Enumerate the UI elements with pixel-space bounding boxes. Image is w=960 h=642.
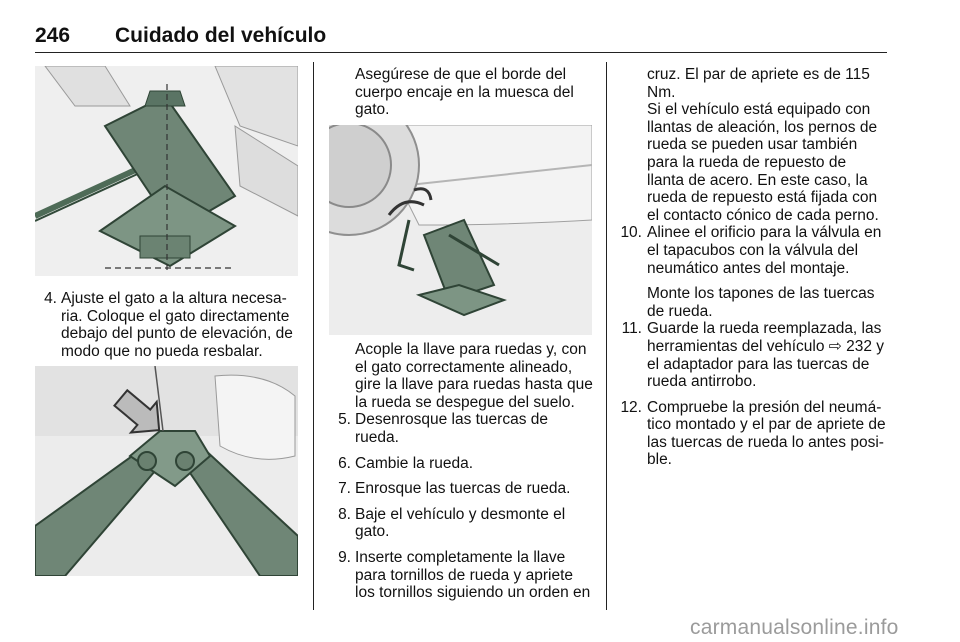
step-text: Cambie la rueda. xyxy=(355,454,474,472)
step-text: Ajuste el gato a la altura necesaria. Coloque el gato directamente debajo del punto de elevación, de modo que no pueda resbalar. xyxy=(61,290,293,360)
column-divider xyxy=(606,62,607,610)
column-2 xyxy=(329,341,594,610)
instruction-step xyxy=(329,549,594,602)
step-number: 12. xyxy=(620,398,642,416)
instruction-step xyxy=(35,290,297,360)
wheel-jack-illustration xyxy=(329,125,592,335)
step-number: 11. xyxy=(621,320,642,338)
column-2-top xyxy=(329,66,591,119)
paragraph: cruz. El par de apriete es de 115 Nm. xyxy=(647,66,870,101)
column-divider xyxy=(313,62,314,610)
step-number: 9. xyxy=(338,548,351,566)
watermark-text: carmanualsonline.info xyxy=(690,616,899,639)
step-number: 4. xyxy=(44,290,57,307)
instruction-step xyxy=(612,224,887,277)
page-header xyxy=(35,24,887,53)
step-number: 7. xyxy=(338,480,351,498)
section-title: Cuidado del vehículo xyxy=(115,24,327,47)
instruction-step xyxy=(329,411,594,446)
column-1 xyxy=(35,290,297,368)
instruction-step xyxy=(612,320,887,390)
paragraph: Si el vehículo está equipado con llantas de aleación, los pernos de rueda se pueden usar también para la rueda de repuesto de llanta de acero. En este caso, la rueda de repuesto está fijada con el contacto cónico de cada perno. xyxy=(647,101,879,224)
step-text: Alinee el orificio para la válvula en el tapacubos con la válvula del neumático antes del montaje. xyxy=(647,224,882,277)
step-number: 10. xyxy=(620,224,642,242)
paragraph: Asegúrese de que el borde del cuerpo encaje en la muesca del gato. xyxy=(355,66,574,119)
instruction-step xyxy=(329,455,594,473)
jack-illustration xyxy=(35,66,298,276)
instruction-step xyxy=(329,480,594,498)
instruction-step xyxy=(612,399,887,469)
step-text: Baje el vehículo y desmonte el gato. xyxy=(355,505,566,541)
step-number: 8. xyxy=(338,505,351,523)
column-3 xyxy=(612,66,887,477)
step-text: Enrosque las tuercas de rueda. xyxy=(355,480,571,498)
paragraph: Acople la llave para ruedas y, con el gato correctamente alineado, gire la llave para ruedas hasta que la rueda se despegue del suelo. xyxy=(355,341,593,411)
step-text: Inserte completamente la llave para tornillos de rueda y apriete los tornillos siguiendo un orden en xyxy=(355,548,591,602)
instruction-step xyxy=(329,506,594,541)
page-number: 246 xyxy=(35,24,71,47)
jack-detail-illustration xyxy=(35,366,298,576)
step-text: Desenrosque las tuercas de rueda. xyxy=(355,411,549,446)
step-number: 5. xyxy=(338,411,351,429)
step-text: Compruebe la presión del neumático montado y el par de apriete de las tuercas de rueda lo antes posible. xyxy=(647,398,886,469)
step-number: 6. xyxy=(338,454,351,472)
step-text: Guarde la rueda reemplazada, las herramientas del vehículo ⇨ 232 y el adaptador para las tuercas de rueda antirrobo. xyxy=(647,320,885,391)
paragraph: Monte los tapones de las tuercas de rueda. xyxy=(647,285,875,320)
